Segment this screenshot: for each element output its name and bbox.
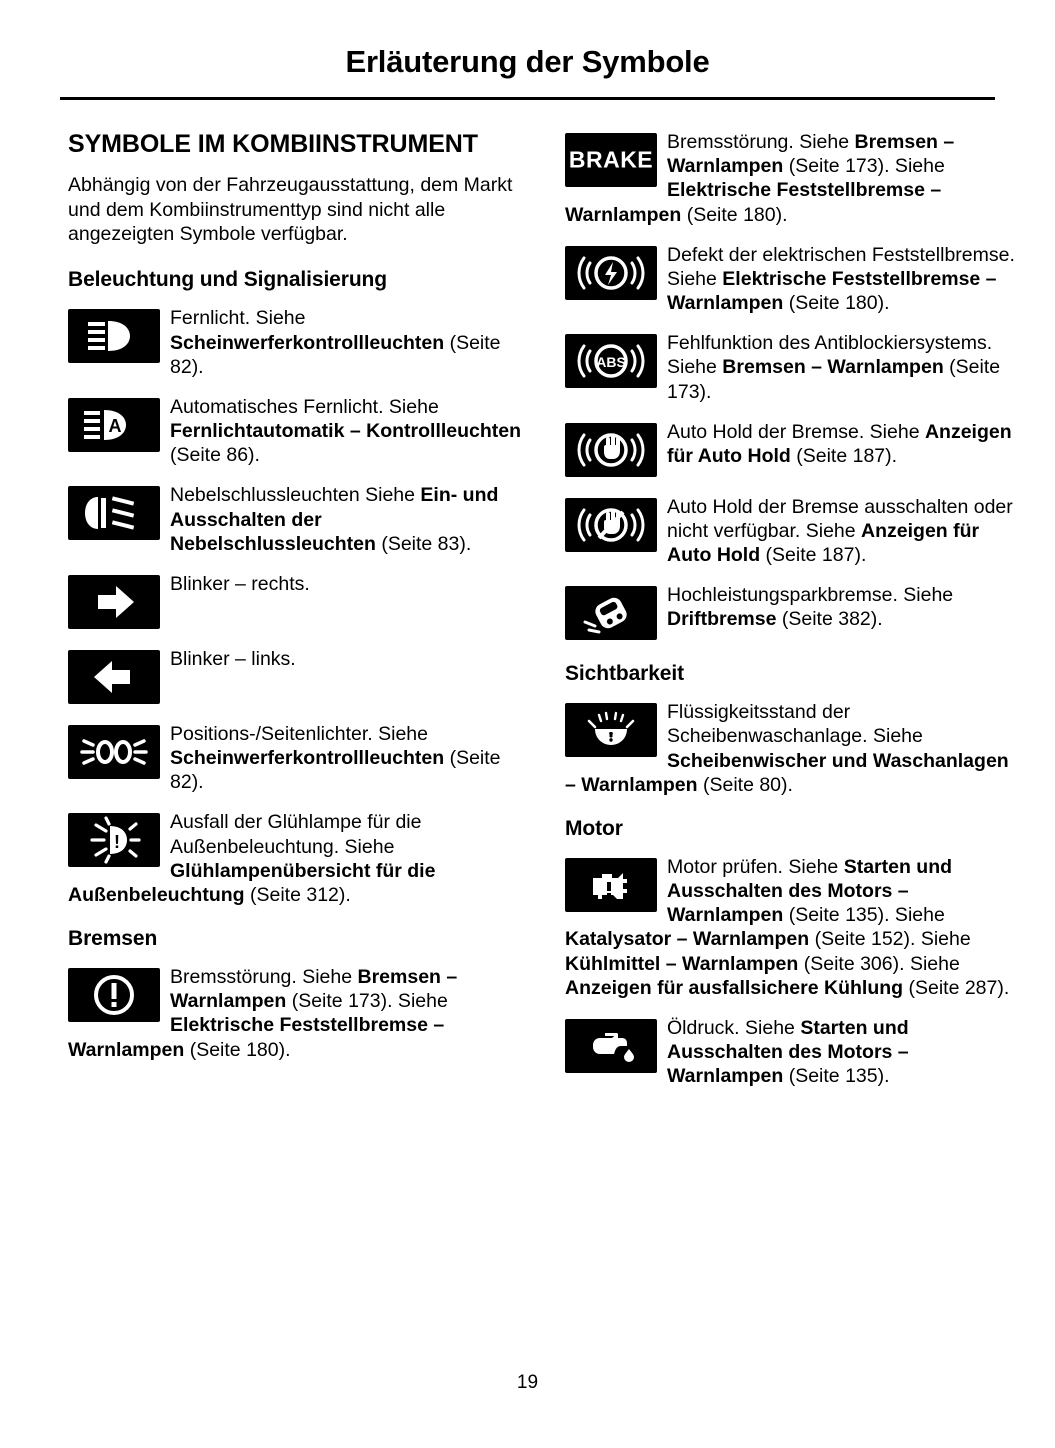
- symbol-entry: [565, 130, 1020, 227]
- svg-text:!: !: [114, 832, 120, 853]
- auto-hold-off-icon: [565, 498, 657, 552]
- symbol-entry-text: Hochleistungsparkbremse. Siehe Driftbremse (Seite 382).: [667, 584, 954, 631]
- symbol-entry: [565, 700, 1020, 797]
- oil-pressure-icon: [565, 1019, 657, 1073]
- symbol-entry: [565, 495, 1020, 568]
- washer-fluid-icon: [565, 703, 657, 757]
- symbol-entry: [565, 243, 1020, 316]
- symbol-entry: [565, 855, 1020, 1000]
- symbol-entry: [68, 395, 523, 468]
- bulb-failure-icon: [68, 813, 160, 867]
- symbol-entry-text: Automatisches Fernlicht. Siehe Fernlichtautomatik – Kontrollleuchten (Seite 86).: [170, 395, 522, 467]
- brake-icon-label: BRAKE: [568, 146, 654, 173]
- turn-signal-right-icon: [68, 575, 160, 629]
- intro-paragraph: Abhängig von der Fahrzeugausstattung, dem Markt und dem Kombiinstrumenttyp sind nicht alle angezeigten Symbole verfügbar.: [68, 174, 513, 245]
- svg-text:ABS: ABS: [596, 354, 626, 371]
- right-column: [565, 130, 1020, 1104]
- symbol-entry: [68, 722, 523, 795]
- check-engine-icon: [565, 858, 657, 912]
- symbol-entry-text: Flüssigkeitsstand der Scheibenwaschanlage. Siehe Scheibenwischer und Waschanlagen – Warnlampen (Seite 80).: [565, 701, 1009, 796]
- symbol-entry-text: Motor prüfen. Siehe Starten und Ausschalten des Motors – Warnlampen (Seite 135). Siehe Katalysator – Warnlampen (Seite 152). Siehe Kühlmittel – Warnlampen (Seite 306). Siehe Anzeigen für ausfallsichere Kühlung (Seite 287).: [565, 855, 1010, 999]
- page-number: 19: [516, 1372, 539, 1393]
- symbol-entry: [565, 331, 1020, 404]
- symbol-entry-text: Fehlfunktion des Antiblockiersystems. Siehe Bremsen – Warnlampen (Seite 173).: [667, 332, 1001, 403]
- symbol-entry-text: Fernlicht. Siehe Scheinwerferkontrollleuchten (Seite 82).: [170, 307, 501, 378]
- symbol-entry-text: Defekt der elektrischen Feststellbremse. Siehe Elektrische Feststellbremse – Warnlampen (Seite 180).: [667, 243, 1015, 315]
- symbol-entry-text: Bremsstörung. Siehe Bremsen – Warnlampen (Seite 173). Siehe Elektrische Feststellbremse – Warnlampen (Seite 180).: [68, 966, 458, 1061]
- position-lamps-icon: [68, 725, 160, 779]
- symbol-entry: [565, 583, 1020, 642]
- page-title: [60, 44, 995, 80]
- section-title-instrument-cluster: SYMBOLE IM KOMBIINSTRUMENT: [68, 130, 478, 158]
- symbol-entry-text: Blinker – rechts.: [170, 572, 310, 595]
- rear-fog-lamp-icon: [68, 486, 160, 540]
- subsection-title-brakes: Bremsen: [68, 927, 158, 951]
- header-divider: [60, 97, 995, 100]
- turn-signal-left-icon: [68, 650, 160, 704]
- symbol-entry-text: Öldruck. Siehe Starten und Ausschalten des Motors – Warnlampen (Seite 135).: [667, 1016, 909, 1088]
- drift-brake-icon: [565, 586, 657, 640]
- symbol-entry: [68, 483, 523, 556]
- symbol-entry: [68, 810, 523, 907]
- subsection-title-visibility: Sichtbarkeit: [565, 662, 685, 686]
- symbol-entry: [68, 572, 523, 631]
- svg-text:A: A: [108, 415, 122, 436]
- symbol-entry-text: Blinker – links.: [170, 647, 296, 670]
- symbol-entry-text: Positions-/Seitenlichter. Siehe Scheinwerferkontrollleuchten (Seite 82).: [170, 722, 501, 794]
- abs-icon: [565, 334, 657, 388]
- symbol-entry: [565, 420, 1020, 479]
- symbol-entry-text: Ausfall der Glühlampe für die Außenbeleuchtung. Siehe Glühlampenübersicht für die Außenbeleuchtung (Seite 312).: [68, 811, 436, 906]
- symbol-entry-text: Bremsstörung. Siehe Bremsen – Warnlampen (Seite 173). Siehe Elektrische Feststellbremse – Warnlampen (Seite 180).: [565, 131, 955, 226]
- symbol-entry: [565, 1016, 1020, 1089]
- symbol-entry-text: Auto Hold der Bremse ausschalten oder nicht verfügbar. Siehe Anzeigen für Auto Hold (Seite 187).: [667, 495, 1013, 567]
- subsection-title-lighting: Beleuchtung und Signalisierung: [68, 268, 388, 292]
- subsection-title-engine: Motor: [565, 816, 623, 840]
- left-column: [68, 130, 523, 1078]
- page-title-text: Erläuterung der Symbole: [345, 44, 710, 79]
- brake-text-icon: [565, 133, 657, 187]
- auto-hold-icon: [565, 423, 657, 477]
- symbol-entry: [68, 306, 523, 379]
- electric-parking-brake-fault-icon: [565, 246, 657, 300]
- high-beam-icon: [68, 309, 160, 363]
- symbol-entry-text: Nebelschlussleuchten Siehe Ein- und Ausschalten der Nebelschlussleuchten (Seite 83).: [170, 484, 499, 555]
- brake-warning-icon: [68, 968, 160, 1022]
- symbol-entry-text: Auto Hold der Bremse. Siehe Anzeigen für Auto Hold (Seite 187).: [667, 420, 1012, 467]
- symbol-entry: [68, 647, 523, 706]
- symbol-entry: [68, 965, 523, 1062]
- auto-high-beam-icon: [68, 398, 160, 452]
